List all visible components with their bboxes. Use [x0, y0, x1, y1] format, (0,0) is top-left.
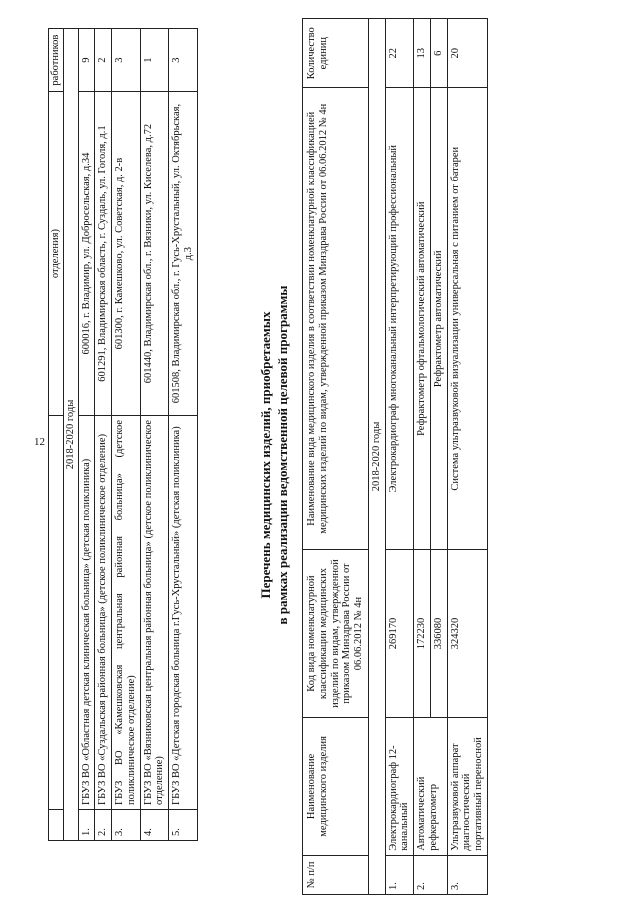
table-row — [95, 29, 112, 841]
workers-count: 3 — [169, 29, 198, 92]
institution-address: 601508, Владимирская обл., г. Гусь-Хрустальный, ул. Октябрьская, д.3 — [169, 92, 198, 416]
institution-name: ГБУЗ ВО «Детская городская больница г.Гусь-Хрустальный» (детская поликлиника) — [169, 415, 198, 809]
table-row — [447, 19, 487, 895]
device-kind: Рефрактометр автоматический — [430, 88, 447, 550]
quantity: 22 — [385, 19, 414, 88]
header-cell-workers: работников — [49, 29, 64, 92]
institution-address: 601440, Владимирская обл., г. Вязники, ул. Киселева, д.72 — [140, 92, 169, 416]
header-quantity: Количество единиц — [303, 19, 369, 88]
table-header-row — [303, 19, 369, 895]
table-row — [78, 29, 95, 841]
quantity: 6 — [430, 19, 447, 88]
row-number: 1. — [385, 855, 414, 894]
quantity: 20 — [447, 19, 487, 88]
institution-name: ГБУЗ ВО «Суздальская районная больница» (детское поликлиническое отделение) — [95, 415, 112, 809]
header-classification-code: Код вида номенклатурной классификации медицинских изделий по видам, утвержденной приказом Минздрава России от 06.06.2012 № 4н — [303, 550, 369, 718]
header-device-kind: Наименование вида медицинского изделия в соответствии номенклатурной классификацией медицинских изделий по видам, утвержденной приказом Минздрава России от 06.06.2012 № 4н — [303, 88, 369, 550]
workers-count: 3 — [112, 29, 141, 92]
table-row — [112, 29, 141, 841]
table-row — [385, 19, 414, 895]
classification-code: 336080 — [430, 550, 447, 718]
classification-code: 324320 — [447, 550, 487, 718]
header-device-name: Наименование медицинского изделия — [303, 718, 369, 856]
device-name: Автоматический рефкератометр — [414, 718, 448, 856]
row-number: 3. — [112, 809, 141, 840]
device-name: Электрокардиограф 12-канальный — [385, 718, 414, 856]
classification-code: 269170 — [385, 550, 414, 718]
table-header-row — [49, 29, 64, 841]
device-kind: Электрокардиограф многоканальный интерпретирующий профессиональный — [385, 88, 414, 550]
table-row — [169, 29, 198, 841]
workers-count: 9 — [78, 29, 95, 92]
period-label: 2018-2020 годы — [63, 29, 78, 841]
period-row — [63, 29, 78, 841]
row-number: 2. — [414, 855, 448, 894]
institution-name: ГБУЗ ВО «Областная детская клиническая больница» (детская поликлиника) — [78, 415, 95, 809]
institution-name: ГБУЗ ВО «Вязниковская центральная районная больница» (детское поликлиническое отделение) — [140, 415, 169, 809]
title-line-1: Перечень медицинских изделий, приобретаемых — [258, 311, 273, 599]
row-number: 2. — [95, 809, 112, 840]
medical-devices-table — [302, 18, 488, 895]
row-number: 5. — [169, 809, 198, 840]
workers-count: 2 — [95, 29, 112, 92]
device-kind: Система ультразвуковой визуализации универсальная с питанием от батареи — [447, 88, 487, 550]
institution-address: 600016, г. Владимир, ул. Добросельская, д.34 — [78, 92, 95, 416]
quantity: 13 — [414, 19, 431, 88]
institution-address: 601291, Владимирская область, г. Суздаль, ул. Гоголя, д.1 — [95, 92, 112, 416]
row-number: 1. — [78, 809, 95, 840]
title-line-2: в рамках реализации ведомственной целевой программы — [274, 285, 290, 625]
device-kind: Рефрактометр офтальмологический автоматический — [414, 88, 431, 550]
period-label: 2018-2020 годы — [368, 19, 385, 895]
classification-code: 172230 — [414, 550, 431, 718]
table-row — [140, 29, 169, 841]
workers-count: 1 — [140, 29, 169, 92]
institutions-table — [48, 28, 198, 841]
row-number: 3. — [447, 855, 487, 894]
period-row — [368, 19, 385, 895]
device-name: Ультразвуковой аппарат диагностический портативный переносной — [447, 718, 487, 856]
header-number: № п/п — [303, 855, 369, 894]
table-row — [414, 19, 431, 895]
header-cell-department: отделения) — [49, 92, 64, 416]
section-title — [258, 45, 292, 865]
header-cell-empty — [49, 415, 64, 809]
row-number: 4. — [140, 809, 169, 840]
institution-name: ГБУЗ ВО «Камешковская центральная районная больница» (детское поликлиническое отделение) — [112, 415, 141, 809]
institution-address: 601300, г. Камешково, ул. Советская, д. 2-в — [112, 92, 141, 416]
header-cell-empty — [49, 809, 64, 840]
page-number: 12 — [34, 436, 45, 448]
